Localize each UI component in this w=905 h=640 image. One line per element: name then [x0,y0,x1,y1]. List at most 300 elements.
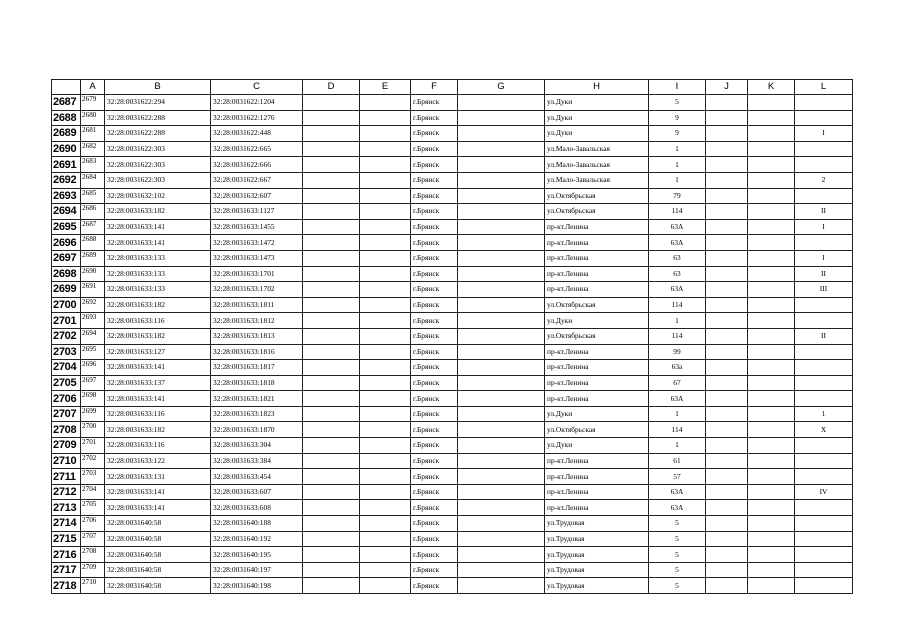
cell-g[interactable] [458,500,545,516]
cell-a[interactable]: 2709 [81,562,105,578]
cell-k[interactable] [748,95,795,111]
cell-k[interactable] [748,266,795,282]
row-number[interactable]: 2687 [52,95,81,111]
cell-j[interactable] [706,235,748,251]
cell-k[interactable] [748,157,795,173]
cell-d[interactable] [303,126,360,142]
cell-k[interactable] [748,500,795,516]
cell-f[interactable]: г.Брянск [411,328,458,344]
cell-b[interactable]: 32:28:0031633:182 [105,422,211,438]
cell-j[interactable] [706,141,748,157]
cell-c[interactable]: 32:28:0031633:454 [211,469,303,485]
cell-i[interactable]: 5 [649,531,706,547]
cell-f[interactable]: г.Брянск [411,95,458,111]
cell-c[interactable]: 32:28:0031633:384 [211,453,303,469]
cell-b[interactable]: 32:28:0031633:116 [105,313,211,329]
cell-e[interactable] [360,375,411,391]
corner-cell[interactable] [52,80,81,95]
column-header-l[interactable]: L [795,80,853,95]
cell-g[interactable] [458,188,545,204]
cell-h[interactable]: ул.Трудовая [545,562,649,578]
cell-b[interactable]: 32:28:0031640:58 [105,547,211,563]
cell-h[interactable]: ул.Дуки [545,95,649,111]
cell-h[interactable]: пр-кт.Ленина [545,250,649,266]
cell-c[interactable]: 32:28:0031633:1812 [211,313,303,329]
cell-b[interactable]: 32:28:0031633:133 [105,266,211,282]
cell-f[interactable]: г.Брянск [411,126,458,142]
cell-d[interactable] [303,282,360,298]
cell-j[interactable] [706,547,748,563]
cell-i[interactable]: 1 [649,157,706,173]
cell-k[interactable] [748,531,795,547]
cell-i[interactable]: 61 [649,453,706,469]
cell-e[interactable] [360,313,411,329]
cell-g[interactable] [458,484,545,500]
cell-c[interactable]: 32:28:0031640:192 [211,531,303,547]
cell-h[interactable]: пр-кт.Ленина [545,484,649,500]
cell-d[interactable] [303,469,360,485]
cell-l[interactable]: IV [795,484,853,500]
cell-k[interactable] [748,391,795,407]
cell-b[interactable]: 32:28:0031640:58 [105,562,211,578]
cell-g[interactable] [458,516,545,532]
cell-d[interactable] [303,562,360,578]
cell-k[interactable] [748,328,795,344]
cell-f[interactable]: г.Брянск [411,157,458,173]
column-header-c[interactable]: C [211,80,303,95]
cell-f[interactable]: г.Брянск [411,578,458,594]
cell-e[interactable] [360,531,411,547]
cell-h[interactable]: пр-кт.Ленина [545,391,649,407]
cell-h[interactable]: ул.Октябрьская [545,297,649,313]
cell-k[interactable] [748,297,795,313]
cell-e[interactable] [360,547,411,563]
cell-c[interactable]: 32:28:0031632:607 [211,188,303,204]
cell-f[interactable]: г.Брянск [411,422,458,438]
cell-b[interactable]: 32:28:0031622:303 [105,157,211,173]
cell-e[interactable] [360,172,411,188]
cell-k[interactable] [748,235,795,251]
cell-g[interactable] [458,297,545,313]
cell-i[interactable]: 63А [649,282,706,298]
cell-l[interactable] [795,297,853,313]
cell-a[interactable]: 2702 [81,453,105,469]
cell-l[interactable] [795,547,853,563]
cell-f[interactable]: г.Брянск [411,375,458,391]
column-header-d[interactable]: D [303,80,360,95]
cell-h[interactable]: ул.Трудовая [545,531,649,547]
cell-k[interactable] [748,406,795,422]
cell-f[interactable]: г.Брянск [411,219,458,235]
row-number[interactable]: 2690 [52,141,81,157]
row-number[interactable]: 2715 [52,531,81,547]
cell-i[interactable]: 57 [649,469,706,485]
cell-c[interactable]: 32:28:0031633:1817 [211,360,303,376]
cell-j[interactable] [706,453,748,469]
cell-h[interactable]: пр-кт.Ленина [545,360,649,376]
cell-k[interactable] [748,282,795,298]
cell-l[interactable] [795,469,853,485]
cell-b[interactable]: 32:28:0031640:58 [105,578,211,594]
cell-d[interactable] [303,516,360,532]
cell-a[interactable]: 2692 [81,297,105,313]
cell-b[interactable]: 32:28:0031633:141 [105,360,211,376]
cell-e[interactable] [360,204,411,220]
cell-k[interactable] [748,204,795,220]
cell-e[interactable] [360,250,411,266]
cell-k[interactable] [748,453,795,469]
cell-l[interactable]: I [795,126,853,142]
cell-l[interactable] [795,531,853,547]
cell-f[interactable]: г.Брянск [411,406,458,422]
row-number[interactable]: 2716 [52,547,81,563]
cell-d[interactable] [303,422,360,438]
cell-b[interactable]: 32:28:0031640:58 [105,531,211,547]
column-header-h[interactable]: H [545,80,649,95]
cell-j[interactable] [706,157,748,173]
cell-h[interactable]: ул.Дуки [545,313,649,329]
cell-i[interactable]: 114 [649,422,706,438]
cell-j[interactable] [706,406,748,422]
cell-g[interactable] [458,562,545,578]
cell-k[interactable] [748,547,795,563]
cell-k[interactable] [748,141,795,157]
row-number[interactable]: 2688 [52,110,81,126]
cell-i[interactable]: 1 [649,141,706,157]
cell-e[interactable] [360,297,411,313]
cell-i[interactable]: 67 [649,375,706,391]
cell-e[interactable] [360,562,411,578]
cell-d[interactable] [303,297,360,313]
cell-f[interactable]: г.Брянск [411,547,458,563]
row-number[interactable]: 2717 [52,562,81,578]
cell-h[interactable]: пр-кт.Ленина [545,500,649,516]
row-number[interactable]: 2696 [52,235,81,251]
row-number[interactable]: 2707 [52,406,81,422]
cell-d[interactable] [303,344,360,360]
cell-d[interactable] [303,360,360,376]
cell-d[interactable] [303,484,360,500]
cell-d[interactable] [303,547,360,563]
cell-i[interactable]: 63А [649,500,706,516]
cell-b[interactable]: 32:28:0031633:182 [105,328,211,344]
cell-l[interactable] [795,516,853,532]
cell-e[interactable] [360,157,411,173]
row-number[interactable]: 2695 [52,219,81,235]
cell-a[interactable]: 2684 [81,172,105,188]
cell-k[interactable] [748,516,795,532]
row-number[interactable]: 2691 [52,157,81,173]
cell-a[interactable]: 2696 [81,360,105,376]
cell-l[interactable]: II [795,204,853,220]
cell-i[interactable]: 114 [649,204,706,220]
cell-g[interactable] [458,219,545,235]
row-number[interactable]: 2718 [52,578,81,594]
cell-l[interactable] [795,95,853,111]
cell-e[interactable] [360,141,411,157]
cell-j[interactable] [706,95,748,111]
cell-h[interactable]: ул.Октябрьская [545,188,649,204]
cell-a[interactable]: 2691 [81,282,105,298]
cell-j[interactable] [706,391,748,407]
cell-l[interactable]: I [795,250,853,266]
cell-f[interactable]: г.Брянск [411,516,458,532]
cell-h[interactable]: пр-кт.Ленина [545,219,649,235]
cell-g[interactable] [458,547,545,563]
cell-a[interactable]: 2688 [81,235,105,251]
cell-a[interactable]: 2704 [81,484,105,500]
column-header-e[interactable]: E [360,80,411,95]
cell-b[interactable]: 32:28:0031633:133 [105,250,211,266]
row-number[interactable]: 2705 [52,375,81,391]
row-number[interactable]: 2702 [52,328,81,344]
cell-c[interactable]: 32:28:0031633:1473 [211,250,303,266]
cell-i[interactable]: 1 [649,313,706,329]
row-number[interactable]: 2698 [52,266,81,282]
cell-d[interactable] [303,141,360,157]
cell-g[interactable] [458,360,545,376]
cell-a[interactable]: 2683 [81,157,105,173]
cell-e[interactable] [360,360,411,376]
row-number[interactable]: 2697 [52,250,81,266]
cell-e[interactable] [360,578,411,594]
cell-c[interactable]: 32:28:0031633:1811 [211,297,303,313]
cell-d[interactable] [303,391,360,407]
cell-j[interactable] [706,531,748,547]
cell-e[interactable] [360,438,411,454]
cell-g[interactable] [458,95,545,111]
cell-f[interactable]: г.Брянск [411,297,458,313]
cell-a[interactable]: 2681 [81,126,105,142]
cell-h[interactable]: пр-кт.Ленина [545,469,649,485]
cell-a[interactable]: 2705 [81,500,105,516]
cell-l[interactable] [795,360,853,376]
cell-j[interactable] [706,328,748,344]
cell-i[interactable]: 63А [649,391,706,407]
cell-f[interactable]: г.Брянск [411,110,458,126]
cell-a[interactable]: 2682 [81,141,105,157]
cell-d[interactable] [303,235,360,251]
cell-j[interactable] [706,438,748,454]
cell-g[interactable] [458,266,545,282]
cell-c[interactable]: 32:28:0031640:198 [211,578,303,594]
cell-a[interactable]: 2708 [81,547,105,563]
cell-d[interactable] [303,110,360,126]
cell-i[interactable]: 5 [649,578,706,594]
cell-h[interactable]: ул.Октябрьская [545,422,649,438]
cell-c[interactable]: 32:28:0031633:1821 [211,391,303,407]
cell-d[interactable] [303,266,360,282]
cell-k[interactable] [748,313,795,329]
cell-g[interactable] [458,328,545,344]
cell-j[interactable] [706,250,748,266]
cell-j[interactable] [706,126,748,142]
cell-g[interactable] [458,235,545,251]
cell-c[interactable]: 32:28:0031633:1818 [211,375,303,391]
cell-c[interactable]: 32:28:0031622:667 [211,172,303,188]
cell-b[interactable]: 32:28:0031633:122 [105,453,211,469]
cell-i[interactable]: 5 [649,547,706,563]
cell-i[interactable]: 9 [649,110,706,126]
cell-h[interactable]: ул.Мало-Завальская [545,172,649,188]
cell-d[interactable] [303,188,360,204]
cell-l[interactable] [795,313,853,329]
cell-j[interactable] [706,469,748,485]
cell-l[interactable]: II [795,328,853,344]
cell-c[interactable]: 32:28:0031622:665 [211,141,303,157]
cell-d[interactable] [303,375,360,391]
cell-e[interactable] [360,219,411,235]
cell-c[interactable]: 32:28:0031633:1127 [211,204,303,220]
cell-l[interactable] [795,391,853,407]
cell-i[interactable]: 114 [649,328,706,344]
cell-l[interactable] [795,453,853,469]
cell-d[interactable] [303,204,360,220]
cell-d[interactable] [303,438,360,454]
cell-l[interactable] [795,500,853,516]
cell-d[interactable] [303,313,360,329]
cell-f[interactable]: г.Брянск [411,453,458,469]
cell-d[interactable] [303,250,360,266]
row-number[interactable]: 2693 [52,188,81,204]
cell-f[interactable]: г.Брянск [411,500,458,516]
cell-e[interactable] [360,469,411,485]
cell-k[interactable] [748,172,795,188]
cell-j[interactable] [706,422,748,438]
cell-h[interactable]: пр-кт.Ленина [545,266,649,282]
cell-h[interactable]: ул.Октябрьская [545,204,649,220]
cell-g[interactable] [458,126,545,142]
cell-j[interactable] [706,266,748,282]
cell-b[interactable]: 32:28:0031622:303 [105,172,211,188]
cell-d[interactable] [303,95,360,111]
cell-b[interactable]: 32:28:0031622:303 [105,141,211,157]
cell-e[interactable] [360,500,411,516]
cell-c[interactable]: 32:28:0031633:1455 [211,219,303,235]
cell-h[interactable]: пр-кт.Ленина [545,453,649,469]
cell-f[interactable]: г.Брянск [411,484,458,500]
cell-e[interactable] [360,235,411,251]
cell-g[interactable] [458,469,545,485]
column-header-b[interactable]: B [105,80,211,95]
cell-c[interactable]: 32:28:0031640:188 [211,516,303,532]
row-number[interactable]: 2694 [52,204,81,220]
cell-l[interactable]: II [795,266,853,282]
cell-e[interactable] [360,328,411,344]
cell-g[interactable] [458,453,545,469]
cell-f[interactable]: г.Брянск [411,562,458,578]
cell-a[interactable]: 2698 [81,391,105,407]
cell-b[interactable]: 32:28:0031633:141 [105,219,211,235]
cell-h[interactable]: ул.Мало-Завальская [545,157,649,173]
cell-h[interactable]: пр-кт.Ленина [545,235,649,251]
cell-l[interactable] [795,141,853,157]
cell-a[interactable]: 2703 [81,469,105,485]
cell-a[interactable]: 2710 [81,578,105,594]
cell-b[interactable]: 32:28:0031622:288 [105,126,211,142]
cell-k[interactable] [748,438,795,454]
row-number[interactable]: 2700 [52,297,81,313]
cell-j[interactable] [706,297,748,313]
cell-l[interactable]: 2 [795,172,853,188]
cell-l[interactable] [795,157,853,173]
cell-j[interactable] [706,484,748,500]
cell-i[interactable]: 79 [649,188,706,204]
row-number[interactable]: 2704 [52,360,81,376]
cell-f[interactable]: г.Брянск [411,469,458,485]
cell-h[interactable]: ул.Трудовая [545,547,649,563]
cell-i[interactable]: 63А [649,235,706,251]
cell-h[interactable]: ул.Мало-Завальская [545,141,649,157]
cell-k[interactable] [748,422,795,438]
cell-b[interactable]: 32:28:0031633:127 [105,344,211,360]
cell-b[interactable]: 32:28:0031633:141 [105,484,211,500]
cell-k[interactable] [748,562,795,578]
cell-b[interactable]: 32:28:0031622:294 [105,95,211,111]
cell-l[interactable] [795,188,853,204]
cell-g[interactable] [458,391,545,407]
cell-f[interactable]: г.Брянск [411,188,458,204]
cell-d[interactable] [303,157,360,173]
cell-f[interactable]: г.Брянск [411,204,458,220]
cell-e[interactable] [360,282,411,298]
cell-b[interactable]: 32:28:0031633:141 [105,391,211,407]
cell-i[interactable]: 63а [649,360,706,376]
cell-g[interactable] [458,578,545,594]
row-number[interactable]: 2706 [52,391,81,407]
cell-k[interactable] [748,469,795,485]
cell-a[interactable]: 2679 [81,95,105,111]
cell-a[interactable]: 2697 [81,375,105,391]
cell-c[interactable]: 32:28:0031633:1702 [211,282,303,298]
column-header-k[interactable]: K [748,80,795,95]
cell-c[interactable]: 32:28:0031633:607 [211,484,303,500]
cell-h[interactable]: пр-кт.Ленина [545,282,649,298]
row-number[interactable]: 2703 [52,344,81,360]
cell-h[interactable]: ул.Октябрьская [545,328,649,344]
cell-f[interactable]: г.Брянск [411,266,458,282]
cell-g[interactable] [458,406,545,422]
cell-e[interactable] [360,453,411,469]
cell-j[interactable] [706,313,748,329]
cell-d[interactable] [303,172,360,188]
cell-f[interactable]: г.Брянск [411,282,458,298]
cell-j[interactable] [706,578,748,594]
cell-c[interactable]: 32:28:0031633:1823 [211,406,303,422]
cell-k[interactable] [748,375,795,391]
cell-g[interactable] [458,110,545,126]
cell-i[interactable]: 114 [649,297,706,313]
cell-k[interactable] [748,360,795,376]
cell-a[interactable]: 2707 [81,531,105,547]
cell-e[interactable] [360,126,411,142]
cell-h[interactable]: ул.Дуки [545,438,649,454]
cell-g[interactable] [458,344,545,360]
cell-l[interactable] [795,110,853,126]
cell-d[interactable] [303,453,360,469]
cell-h[interactable]: ул.Трудовая [545,516,649,532]
row-number[interactable]: 2712 [52,484,81,500]
cell-j[interactable] [706,500,748,516]
cell-j[interactable] [706,375,748,391]
row-number[interactable]: 2714 [52,516,81,532]
cell-b[interactable]: 32:28:0031633:141 [105,500,211,516]
cell-e[interactable] [360,484,411,500]
cell-k[interactable] [748,219,795,235]
cell-a[interactable]: 2700 [81,422,105,438]
cell-i[interactable]: 63 [649,266,706,282]
cell-i[interactable]: 1 [649,438,706,454]
